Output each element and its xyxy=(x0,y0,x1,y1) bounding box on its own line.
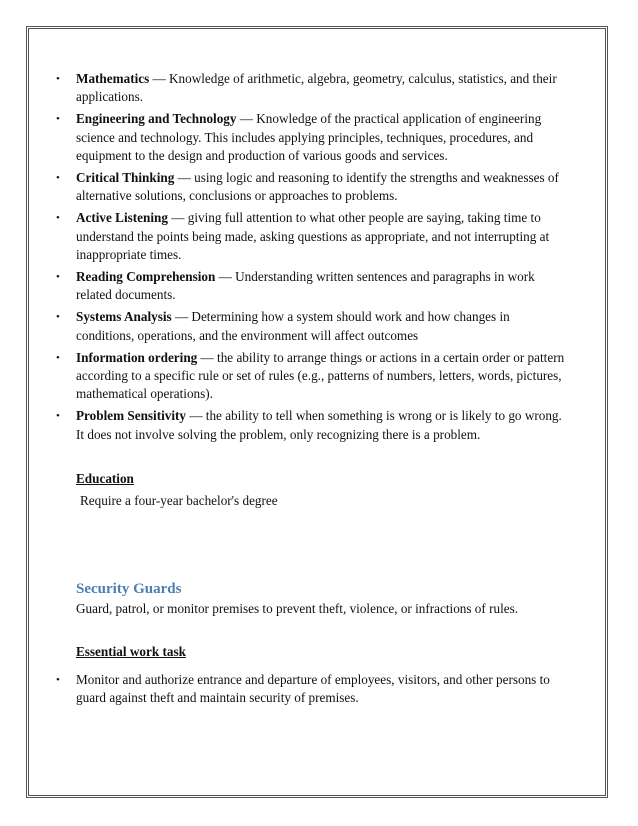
task-heading: Essential work task xyxy=(76,643,186,659)
list-item xyxy=(56,110,566,165)
skill-description: — the ability to tell when something is wrong or is likely to go wrong. It does not involve solving the problem, only recognizing there is a problem. xyxy=(76,408,562,442)
list-item xyxy=(56,169,566,205)
skill-term: Engineering and Technology xyxy=(76,111,237,127)
job-description: Guard, patrol, or monitor premises to prevent theft, violence, or infractions of rules. xyxy=(76,601,519,617)
skill-term: Systems Analysis xyxy=(76,309,172,325)
skill-term: Information ordering xyxy=(76,349,198,365)
list-item xyxy=(56,209,566,264)
list-item xyxy=(56,308,566,344)
skill-description: — giving full attention to what other people are saying, taking time to understand the points being made, asking questions as appropriate, and not interrupting at inappropriate times. xyxy=(76,210,550,262)
skill-term: Problem Sensitivity xyxy=(76,408,187,424)
list-item xyxy=(56,268,566,304)
skill-term: Reading Comprehension xyxy=(76,269,216,285)
skill-term: Active Listening xyxy=(76,210,168,226)
document-content xyxy=(56,70,566,711)
bullet-icon: • xyxy=(56,673,60,686)
bullet-icon: • xyxy=(56,271,60,284)
bullet-icon: • xyxy=(56,212,60,225)
list-item xyxy=(56,671,566,707)
skill-term: Mathematics xyxy=(76,71,150,86)
job-title: Security Guards xyxy=(76,581,182,598)
list-item xyxy=(56,70,566,106)
skill-description: — Knowledge of arithmetic, algebra, geometry, calculus, statistics, and their applications. xyxy=(76,71,557,105)
skill-description: — Understanding written sentences and paragraphs in work related documents. xyxy=(76,269,535,303)
list-item xyxy=(56,407,566,443)
bullet-icon: • xyxy=(56,311,60,324)
bullet-icon: • xyxy=(56,410,60,423)
tasks-list xyxy=(56,671,566,707)
list-item xyxy=(56,349,566,404)
bullet-icon: • xyxy=(56,351,60,364)
education-heading: Education xyxy=(76,470,134,486)
bullet-icon: • xyxy=(56,172,60,185)
bullet-icon: • xyxy=(56,73,60,85)
skill-description: — Determining how a system should work and how changes in conditions, operations, and the environment will affect outcomes xyxy=(76,309,510,343)
skill-description: — using logic and reasoning to identify the strengths and weaknesses of alternative solutions, conclusions or approaches to problems. xyxy=(76,170,559,204)
bullet-icon: • xyxy=(56,113,60,126)
task-text: Monitor and authorize entrance and departure of employees, visitors, and other persons to guard against theft and maintain security of premises. xyxy=(76,671,550,706)
skill-term: Critical Thinking xyxy=(76,170,175,186)
skills-list xyxy=(56,70,566,444)
education-text: Require a four-year bachelor's degree xyxy=(80,493,278,509)
skill-description: — Knowledge of the practical application of engineering science and technology. This includes applying principles, techniques, procedures, and equipment to the design and production of various goods and services. xyxy=(76,111,542,163)
skill-description: — the ability to arrange things or actions in a certain order or pattern according to a specific rule or set of rules (e.g., patterns of numbers, letters, words, pictures, mathematical operations). xyxy=(76,349,565,402)
